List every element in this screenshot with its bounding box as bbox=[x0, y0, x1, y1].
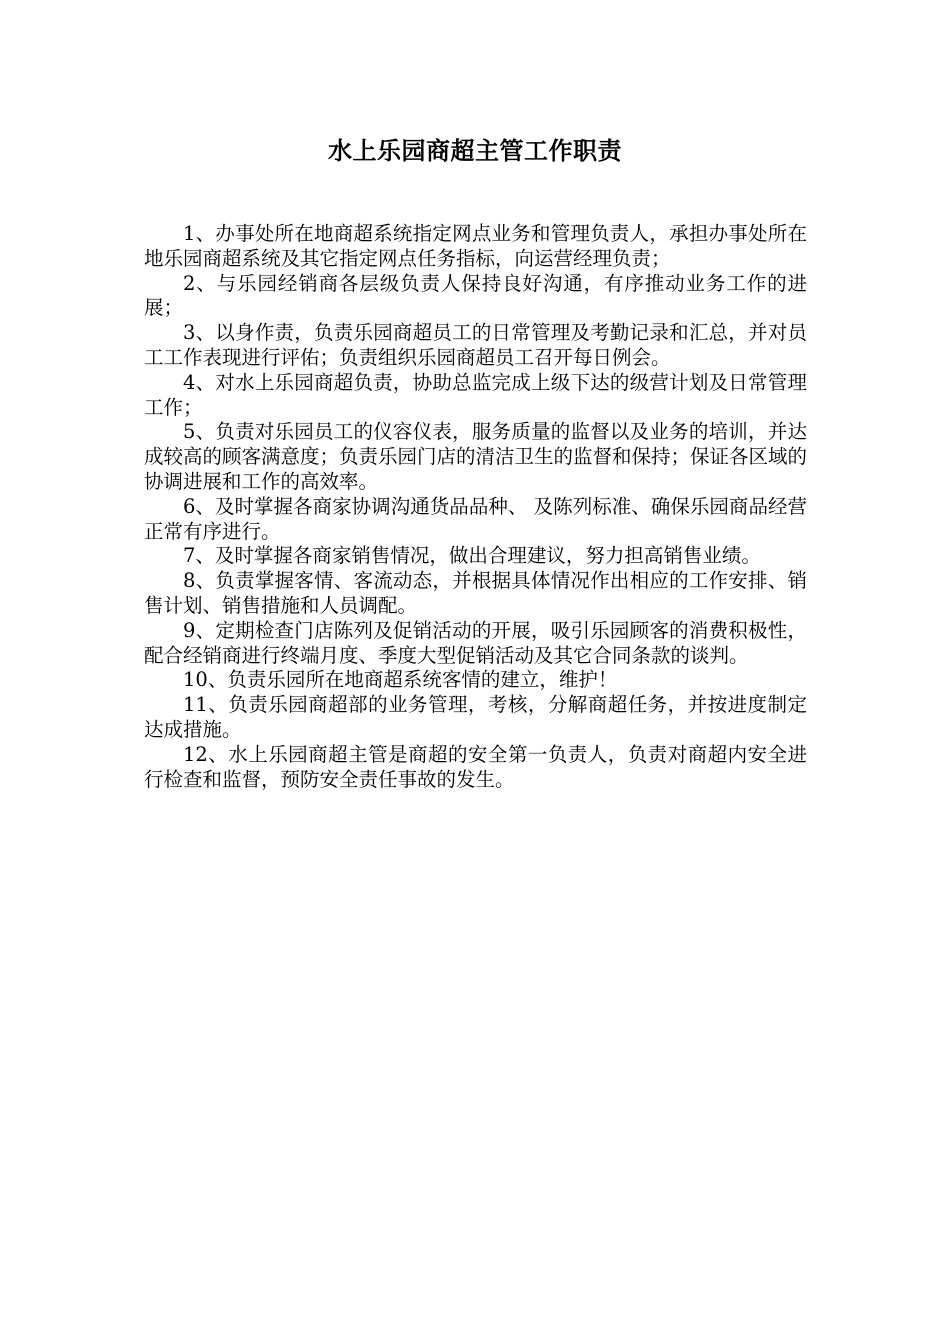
duty-paragraph-9: 9、定期检查门店陈列及促销活动的开展，吸引乐园顾客的消费积极性，配合经销商进行终端月度、季度大型促销活动及其它合同条款的谈判。 bbox=[144, 618, 807, 667]
duty-paragraph-1: 1、办事处所在地商超系统指定网点业务和管理负责人，承担办事处所在地乐园商超系统及其它指定网点任务指标，向运营经理负责； bbox=[144, 222, 807, 270]
duty-paragraph-8: 8、负责掌握客情、客流动态，并根据具体情况作出相应的工作安排、销售计划、销售措施和人员调配。 bbox=[144, 569, 807, 617]
duty-paragraph-2: 2、与乐园经销商各层级负责人保持良好沟通，有序推动业务工作的进展； bbox=[144, 271, 807, 320]
document-body bbox=[144, 222, 807, 792]
duty-paragraph-4: 4、对水上乐园商超负责，协助总监完成上级下达的级营计划及日常管理工作； bbox=[144, 370, 807, 419]
duty-paragraph-7: 7、及时掌握各商家销售情况，做出合理建议，努力担高销售业绩。 bbox=[183, 544, 761, 568]
duty-paragraph-11: 11、负责乐园商超部的业务管理，考核，分解商超任务，并按进度制定达成措施。 bbox=[144, 693, 807, 741]
duty-paragraph-6: 6、及时掌握各商家协调沟通货品品种、 及陈列标准、确保乐园商品经营正常有序进行。 bbox=[144, 494, 807, 543]
duty-paragraph-3: 3、以身作责，负责乐园商超员工的日常管理及考勤记录和汇总，并对员工工作表现进行评佑；负责组织乐园商超员工召开每日例会。 bbox=[144, 321, 807, 369]
duty-paragraph-5: 5、负责对乐园员工的仪容仪表，服务质量的监督以及业务的培训，并达成较高的顾客满意度；负责乐园门店的清洁卫生的监督和保持；保证各区域的协调进展和工作的高效率。 bbox=[144, 420, 808, 493]
duty-paragraph-10: 10、负责乐园所在地商超系统客情的建立，维护！ bbox=[183, 668, 618, 692]
document-title: 水上乐园商超主管工作职责 bbox=[328, 136, 622, 165]
duty-paragraph-12: 12、水上乐园商超主管是商超的安全第一负责人，负责对商超内安全进行检查和监督，预防安全责任事故的发生。 bbox=[144, 742, 807, 791]
